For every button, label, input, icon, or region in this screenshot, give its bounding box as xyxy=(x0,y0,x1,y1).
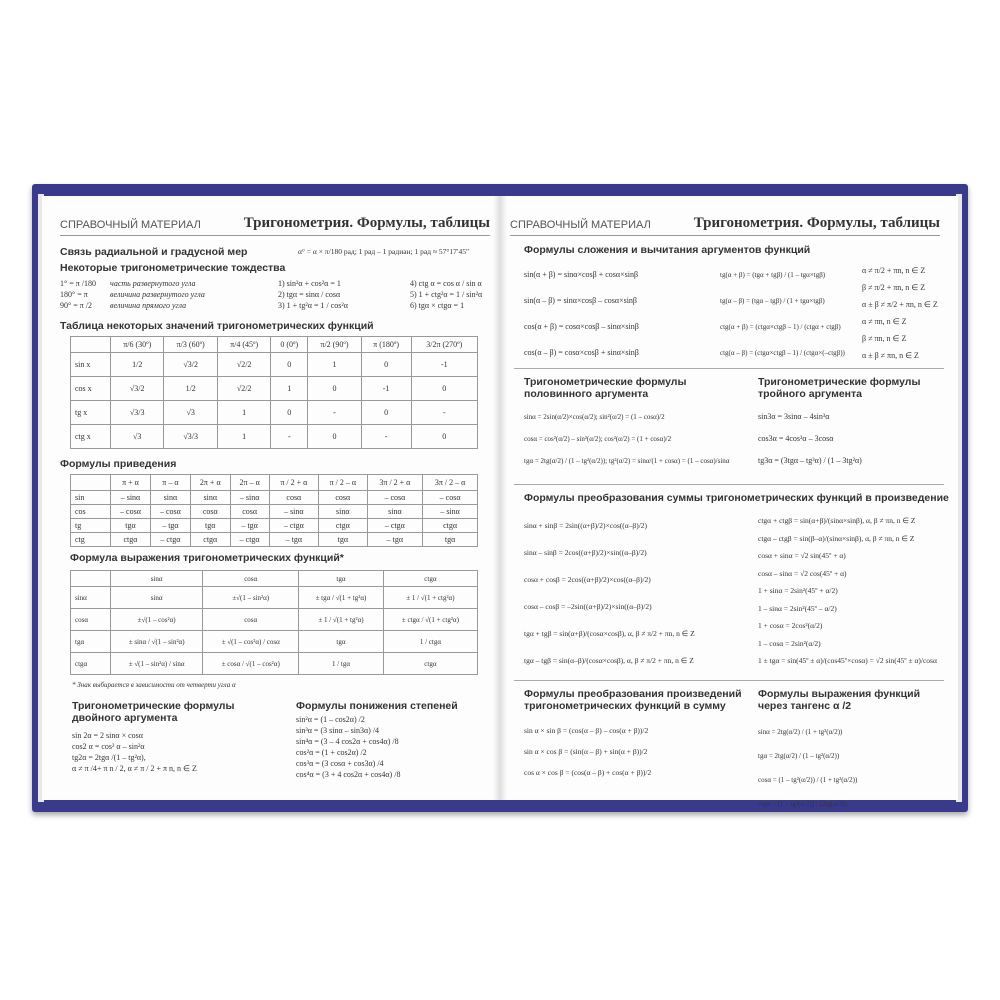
table-cell: ± 1 / √(1 + tg²α) xyxy=(299,609,384,631)
table-cell: ctgα xyxy=(383,653,477,675)
divider xyxy=(514,680,944,681)
column-header: tgα xyxy=(299,571,384,587)
table-cell: - xyxy=(361,425,411,449)
addition-conditions xyxy=(862,262,938,364)
sum-formula: 1 – sinα = 2sin²(45º – α/2) xyxy=(758,603,837,613)
expression-table xyxy=(70,570,478,675)
half-formula: tgα = 2tg(α/2) / (1 – tg²(α/2)); tg²(α/2) = sinα/(1 + cosα) = (1 – cosα)/sinα xyxy=(524,457,730,465)
table-cell: – cosα xyxy=(111,505,151,519)
sum-formula: 1 + cosα = 2cos²(α/2) xyxy=(758,621,823,630)
half-heading: Тригонометрические формулы половинного аргумента xyxy=(524,376,687,400)
product-formula: sin α × sin β = (cos(α – β) – cos(α + β))/2 xyxy=(524,726,649,735)
table-row xyxy=(71,491,478,505)
addition-condition: α ± β ≠ π/2 + πn, n ∈ Z xyxy=(862,300,938,309)
power-formula: cos³α = (3 cosα + cos3α) /4 xyxy=(296,759,384,768)
table-cell: √3/2 xyxy=(111,377,164,401)
half-tan-heading: Формулы выражения функций через тангенс α /2 xyxy=(758,688,921,712)
table-cell: sinα xyxy=(190,491,230,505)
sum-formulas-left xyxy=(524,512,695,674)
table-cell: √3 xyxy=(111,425,164,449)
addition-condition: β ≠ πn, n ∈ Z xyxy=(862,334,907,343)
table-cell: 0 xyxy=(361,353,411,377)
divider xyxy=(514,368,944,369)
degree-row xyxy=(60,300,205,311)
identity: 3) 1 + tg²α = 1 / cos²α xyxy=(278,301,348,310)
degree-desc: часть развернутого угла xyxy=(110,279,196,288)
addition-condition: α ≠ πn, n ∈ Z xyxy=(862,317,907,326)
table-cell: ± cosα / √(1 – cos²α) xyxy=(203,653,299,675)
column-header: 3/2π (270º) xyxy=(411,337,477,353)
addition-formula: tg(α + β) = (tgα + tgβ) / (1 – tgα×tgβ) xyxy=(720,271,826,279)
table-cell: – sinα xyxy=(269,505,318,519)
sum-formula: ctgα – ctgβ = sin(β–α)/(sinα×sinβ), α, β ≠ πn, n ∈ Z xyxy=(758,533,915,543)
product-formula: sin α × cos β = (sin(α – β) + sin(α + β))/2 xyxy=(524,747,648,756)
table-row xyxy=(71,631,478,653)
product-heading: Формулы преобразования произведений тригонометрических функций в сумму xyxy=(524,688,742,712)
table-row xyxy=(71,505,478,519)
expression-heading: Формула выражения тригонометрических функций* xyxy=(70,552,344,564)
addition-condition: β ≠ π/2 + πn, n ∈ Z xyxy=(862,283,926,292)
half-formula: cosα = cos²(α/2) – sin²(α/2); cos²(α/2) = (1 + cosα)/2 xyxy=(524,435,672,443)
row-header: cos x xyxy=(71,377,111,401)
degree-row xyxy=(60,278,205,289)
triple-formula: sin3α = 3sinα – 4sin³α xyxy=(758,412,830,421)
degree-row xyxy=(60,289,205,300)
half-tan-formulas xyxy=(758,720,857,816)
column-header: 0 (0º) xyxy=(271,337,308,353)
table-cell: ctgα xyxy=(190,533,230,547)
double-formula: cos2 α = cos² α – sin²α xyxy=(72,742,145,751)
row-header: sin x xyxy=(71,353,111,377)
table-cell: cosα xyxy=(230,505,269,519)
page-header-right xyxy=(510,214,940,236)
table-cell: 0 xyxy=(308,377,361,401)
identity: 6) tgα × ctgα = 1 xyxy=(410,301,465,310)
product-formulas xyxy=(524,720,651,783)
double-formula: sin 2α = 2 sinα × cosα xyxy=(72,731,143,740)
table-cell: ± 1 / √(1 + ctg²α) xyxy=(383,587,477,609)
table-cell: ±√(1 – sin²α) xyxy=(203,587,299,609)
table-header-row xyxy=(71,475,478,491)
half-tan-formula: sinα = 2tg(α/2) / (1 + tg²(α/2)) xyxy=(758,728,843,736)
column-header: π / 2 – α xyxy=(319,475,368,491)
reduction-table xyxy=(70,474,478,547)
triple-formula: tg3α = (3tgα – tg³α) / (1 – 3tg²α) xyxy=(758,456,862,465)
table-cell: - xyxy=(308,401,361,425)
row-header: sin xyxy=(71,491,111,505)
table-row xyxy=(71,587,478,609)
half-formulas xyxy=(524,406,729,472)
table-cell: √3/3 xyxy=(111,401,164,425)
table-cell: ± sinα / √(1 – sin²α) xyxy=(111,631,203,653)
table-cell: sinα xyxy=(150,491,190,505)
power-formula: sin²α = (1 – cos2α) /2 xyxy=(296,715,365,724)
power-formula: cos²α = (1 + cos2α) /2 xyxy=(296,748,367,757)
table-cell: √3/2 xyxy=(164,353,217,377)
table-cell: 1 xyxy=(308,353,361,377)
table-cell: sinα xyxy=(367,505,423,519)
table-cell: ctgα xyxy=(111,533,151,547)
identities-heading: Некоторые тригонометрические тождества xyxy=(60,262,286,274)
table-header-row xyxy=(71,571,478,587)
table-cell: cosα xyxy=(269,491,318,505)
power-heading: Формулы понижения степеней xyxy=(296,700,458,712)
degree-eq: 90° = π /2 xyxy=(60,301,92,310)
table-cell: √2/2 xyxy=(217,377,270,401)
product-formula: cos α × cos β = (cos(α – β) + cos(α + β))/2 xyxy=(524,768,652,777)
table-cell: cosα xyxy=(203,609,299,631)
power-formula: cos⁴α = (3 + 4 cos2α + cos4α) /8 xyxy=(296,770,401,779)
column-header: ctgα xyxy=(383,571,477,587)
addition-formula: sin(α – β) = sinα×cosβ – cosα×sinβ xyxy=(524,296,637,305)
column-header: 3π / 2 – α xyxy=(423,475,478,491)
addition-tg-ctg xyxy=(720,262,845,366)
column-header: π/3 (60º) xyxy=(164,337,217,353)
addition-formula: ctg(α – β) = (ctgα×ctgβ – 1) / (ctgα×(–ctgβ)) xyxy=(720,349,845,357)
page-title: Тригонометрия. Формулы, таблицы xyxy=(243,215,490,231)
column-header: π/4 (45º) xyxy=(217,337,270,353)
row-header: tgα xyxy=(71,631,111,653)
column-header: π + α xyxy=(111,475,151,491)
table-cell: 1/2 xyxy=(164,377,217,401)
table-corner xyxy=(71,475,111,491)
column-header: 2π – α xyxy=(230,475,269,491)
column-header: π / 2 + α xyxy=(269,475,318,491)
row-header: ctgα xyxy=(71,653,111,675)
triple-formulas xyxy=(758,406,862,472)
table-row xyxy=(71,519,478,533)
addition-formula: cos(α + β) = cosα×cosβ – sinα×sinβ xyxy=(524,322,639,331)
sum-formula: tgα + tgβ = sin(α+β)/(cosα×cosβ), α, β ≠ π/2 + πn, n ∈ Z xyxy=(524,629,695,638)
page-header xyxy=(60,214,490,236)
sum-formula: cosα – sinα = √2 cos(45º + α) xyxy=(758,568,847,578)
addition-condition: α ± β ≠ πn, n ∈ Z xyxy=(862,351,919,360)
values-table-heading: Таблица некоторых значений тригонометрических функций xyxy=(60,320,374,332)
column-header: π (180º) xyxy=(361,337,411,353)
table-cell: tgα xyxy=(319,533,368,547)
identities-col3 xyxy=(410,278,482,311)
degree-eq: 1° = π /180 xyxy=(60,279,96,288)
table-cell: tgα xyxy=(190,519,230,533)
column-header: π/6 (30º) xyxy=(111,337,164,353)
table-cell: tgα xyxy=(111,519,151,533)
table-row xyxy=(71,609,478,631)
radian-formula: α° = α × π/180 рад; 1 рад – 1 радиан; 1 рад ≈ 57°17′45″ xyxy=(298,247,470,256)
row-header: cos xyxy=(71,505,111,519)
left-page xyxy=(42,196,500,800)
table-row xyxy=(71,353,478,377)
table-cell: – tgα xyxy=(230,519,269,533)
column-header: sinα xyxy=(111,571,203,587)
double-formulas xyxy=(72,730,197,774)
table-row xyxy=(71,533,478,547)
table-cell: cosα xyxy=(190,505,230,519)
addition-sin-cos xyxy=(524,262,639,366)
sum-formula: sinα + sinβ = 2sin((α+β)/2)×cos((α–β)/2) xyxy=(524,521,648,530)
table-cell: sinα xyxy=(319,505,368,519)
row-header: tg xyxy=(71,519,111,533)
table-cell: √2/2 xyxy=(217,353,270,377)
table-row xyxy=(71,425,478,449)
power-formula: sin⁴α = (3 – 4 cos2α + cos4α) /8 xyxy=(296,737,399,746)
table-cell: √3/3 xyxy=(164,425,217,449)
degree-desc: величина развернутого угла xyxy=(110,290,205,299)
table-row xyxy=(71,377,478,401)
triple-heading: Тригонометрические формулы тройного аргумента xyxy=(758,376,921,400)
addition-heading: Формулы сложения и вычитания аргументов функций xyxy=(524,244,811,256)
table-cell: √3 xyxy=(164,401,217,425)
table-cell: sinα xyxy=(111,587,203,609)
identity: 1) sin²α + cos²α = 1 xyxy=(278,279,341,288)
table-cell: – sinα xyxy=(423,505,478,519)
table-cell: 0 xyxy=(411,425,477,449)
table-cell: -1 xyxy=(361,377,411,401)
table-corner xyxy=(71,337,111,353)
column-header: 2π + α xyxy=(190,475,230,491)
addition-formula: tg(α – β) = (tgα – tgβ) / (1 + tgα×tgβ) xyxy=(720,297,825,305)
sum-heading: Формулы преобразования суммы тригонометрических функций в произведение xyxy=(524,492,949,504)
half-tan-formula: cosα = (1 – tg²(α/2)) / (1 + tg²(α/2)) xyxy=(758,776,858,784)
table-cell: tgα xyxy=(299,631,384,653)
table-cell: 1 / ctgα xyxy=(383,631,477,653)
table-cell: – tgα xyxy=(367,533,423,547)
double-formula: α ≠ π /4+ π n / 2, α ≠ π / 2 + π n, n ∈ Z xyxy=(72,764,197,773)
table-cell: ± √(1 – cos²α) / cosα xyxy=(203,631,299,653)
table-cell: 0 xyxy=(271,401,308,425)
sum-formula: cosα + cosβ = 2cos((α+β)/2)×cos((α–β)/2) xyxy=(524,575,651,584)
table-cell: -1 xyxy=(411,353,477,377)
half-formula: sinα = 2sin(α/2)×cos(α/2); sin²(α/2) = (1 – cosα)/2 xyxy=(524,413,665,421)
section-label-right: СПРАВОЧНЫЙ МАТЕРИАЛ xyxy=(510,219,651,231)
identity: 2) tgα = sinα / cosα xyxy=(278,290,341,299)
identities-col2 xyxy=(278,278,348,311)
reduction-heading: Формулы приведения xyxy=(60,458,177,470)
table-cell: 1 / tgα xyxy=(299,653,384,675)
radian-heading: Связь радиальной и градусной мер xyxy=(60,246,248,258)
half-tan-formula: ctgα = (1 – tg²(α/2)) / (2tg(α/2)) xyxy=(758,800,847,808)
sum-formula: tgα – tgβ = sin(α–β)/(cosα×cosβ), α, β ≠ π/2 + πn, n ∈ Z xyxy=(524,656,694,665)
sum-formula: cosα – cosβ = –2sin((α+β)/2)×sin((α–β)/2) xyxy=(524,602,652,611)
table-cell: – sinα xyxy=(111,491,151,505)
row-header: ctg xyxy=(71,533,111,547)
table-cell: 0 xyxy=(411,377,477,401)
degree-desc: величина прямого угла xyxy=(110,301,187,310)
row-header: ctg x xyxy=(71,425,111,449)
column-header: cosα xyxy=(203,571,299,587)
table-header-row xyxy=(71,337,478,353)
table-cell: – ctgα xyxy=(230,533,269,547)
degree-eq: 180° = π xyxy=(60,290,88,299)
identity: 5) 1 + ctg²α = 1 / sin²α xyxy=(410,290,483,299)
table-cell: 0 xyxy=(271,353,308,377)
table-cell: 0 xyxy=(361,401,411,425)
table-cell: – tgα xyxy=(269,533,318,547)
table-cell: – cosα xyxy=(423,491,478,505)
table-cell: 1 xyxy=(217,425,270,449)
table-cell: cosα xyxy=(319,491,368,505)
triple-formula: cos3α = 4cos³α – 3cosα xyxy=(758,434,834,443)
sum-formula: 1 + sinα = 2sin²(45º + α/2) xyxy=(758,586,838,595)
right-page xyxy=(500,196,958,808)
table-cell: - xyxy=(271,425,308,449)
double-heading: Тригонометрические формулы двойного аргумента xyxy=(72,700,235,724)
values-table xyxy=(70,336,478,449)
table-cell: – cosα xyxy=(367,491,423,505)
table-cell: 1 xyxy=(217,401,270,425)
table-cell: ± ctgα / √(1 + ctg²α) xyxy=(383,609,477,631)
table-corner xyxy=(71,571,111,587)
expression-note: * Знак выбирается в зависимости от четверти угла α xyxy=(72,681,236,689)
row-header: sinα xyxy=(71,587,111,609)
column-header: 3π / 2 + α xyxy=(367,475,423,491)
column-header: π – α xyxy=(150,475,190,491)
table-cell: ctgα xyxy=(319,519,368,533)
table-cell: ± √(1 – sin²α) / sinα xyxy=(111,653,203,675)
book-gutter xyxy=(493,196,507,800)
sum-formula: sinα – sinβ = 2cos((α+β)/2)×sin((α–β)/2) xyxy=(524,548,647,557)
power-formula: sin³α = (3 sinα – sin3α) /4 xyxy=(296,726,380,735)
sum-formulas-right xyxy=(758,512,937,670)
table-cell: - xyxy=(411,401,477,425)
row-header: tg x xyxy=(71,401,111,425)
double-formula: tg2α = 2tgα /(1 – tg²α), xyxy=(72,753,146,762)
table-cell: 1/2 xyxy=(111,353,164,377)
table-cell: 0 xyxy=(308,425,361,449)
identity: 4) ctg α = cos α / sin α xyxy=(410,279,482,288)
table-cell: ctgα xyxy=(423,519,478,533)
sum-formula: cosα + sinα = √2 sin(45º + α) xyxy=(758,551,846,560)
column-header: π/2 (90º) xyxy=(308,337,361,353)
table-cell: – tgα xyxy=(150,519,190,533)
divider xyxy=(514,484,944,485)
table-cell: – ctgα xyxy=(269,519,318,533)
table-row xyxy=(71,653,478,675)
table-cell: ± tgα / √(1 + tg²α) xyxy=(299,587,384,609)
addition-formula: ctg(α + β) = (ctgα×ctgβ – 1) / (ctgα + ctgβ) xyxy=(720,323,841,331)
table-cell: tgα xyxy=(423,533,478,547)
table-cell: – ctgα xyxy=(150,533,190,547)
addition-condition: α ≠ π/2 + πn, n ∈ Z xyxy=(862,266,926,275)
table-cell: – cosα xyxy=(150,505,190,519)
sum-formula: 1 ± tgα = sin(45º ± α)/(cos45º×cosα) = √2 sin(45º ± α)/cosα xyxy=(758,656,937,665)
half-tan-formula: tgα = 2tg(α/2) / (1 – tg²(α/2)) xyxy=(758,752,840,760)
page-title-right: Тригонометрия. Формулы, таблицы xyxy=(693,215,940,231)
degrees-list xyxy=(60,278,205,311)
sum-formula: 1 – cosα = 2sin²(α/2) xyxy=(758,638,821,648)
row-header: cosα xyxy=(71,609,111,631)
sum-formula: ctgα + ctgβ = sin(α+β)/(sinα×sinβ), α, β ≠ πn, n ∈ Z xyxy=(758,516,916,525)
power-formulas xyxy=(296,714,400,780)
table-cell: – ctgα xyxy=(367,519,423,533)
table-cell: 1 xyxy=(271,377,308,401)
table-cell: ±√(1 – cos²α) xyxy=(111,609,203,631)
table-cell: – sinα xyxy=(230,491,269,505)
addition-formula: cos(α – β) = cosα×cosβ + sinα×sinβ xyxy=(524,348,639,357)
table-row xyxy=(71,401,478,425)
addition-formula: sin(α + β) = sinα×cosβ + cosα×sinβ xyxy=(524,270,639,279)
section-label: СПРАВОЧНЫЙ МАТЕРИАЛ xyxy=(60,219,201,231)
